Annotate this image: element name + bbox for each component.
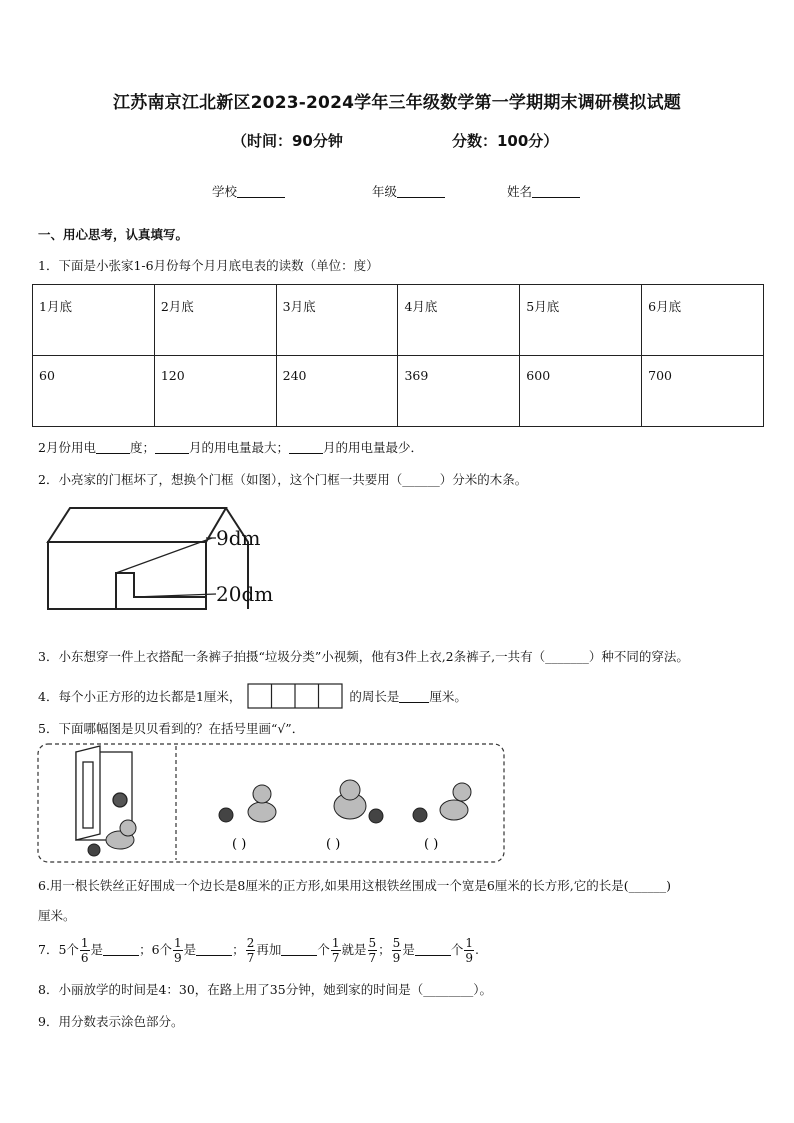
- q4-text-c: 厘米。: [429, 689, 467, 704]
- school-blank[interactable]: [237, 185, 285, 198]
- door-opening: [116, 573, 206, 609]
- fraction: [246, 936, 256, 965]
- denominator: 7: [331, 951, 340, 965]
- q7-part: .: [474, 942, 479, 957]
- option-1-image: [219, 785, 276, 822]
- numerator: 5: [392, 936, 401, 950]
- q6-text-a: 6.用一根长铁丝正好围成一个边长是8厘米的正方形,如果用这根铁丝围成一个宽是6厘米的长方形,它的长是(______): [38, 878, 672, 893]
- fraction: [173, 936, 183, 965]
- q1-follow-b: 度；: [129, 440, 155, 455]
- q3-text: 3．小东想穿一件上衣搭配一条裤子拍摄“垃圾分类”小视频，他有3件上衣,2条裤子,一共有（_______）种不同的穿法。: [38, 649, 689, 664]
- squares-strip: [247, 683, 343, 712]
- denominator: 9: [392, 951, 401, 965]
- fraction: [464, 936, 474, 965]
- q7-part: 就是: [341, 942, 367, 957]
- name-field: [507, 182, 580, 200]
- q7-text: [38, 934, 479, 966]
- name-blank[interactable]: [532, 185, 580, 198]
- answer-blank[interactable]: [196, 943, 232, 956]
- q1-follow-a: 2月份用电: [38, 440, 96, 455]
- grade-field: [372, 182, 445, 200]
- table-cell: 6月底: [642, 285, 764, 356]
- q4-text-b: 的周长是: [349, 689, 400, 704]
- front-wall: [48, 542, 206, 609]
- table-cell: 120: [154, 356, 276, 427]
- q6-text-b: 厘米。: [38, 908, 76, 923]
- table-cell: 5月底: [520, 285, 642, 356]
- q5-figure: [36, 742, 508, 866]
- q7-part: 是: [183, 942, 197, 957]
- label-20dm: 20dm: [216, 582, 274, 606]
- option-2-paren[interactable]: ( ): [326, 837, 341, 852]
- q7-part: 个: [450, 942, 464, 957]
- exam-time: （时间：90分钟: [232, 132, 343, 150]
- denominator: 7: [246, 951, 255, 965]
- answer-blank[interactable]: [415, 943, 451, 956]
- denominator: 7: [368, 951, 377, 965]
- meter-table: [32, 284, 764, 427]
- q7-part: 7．5个: [38, 942, 79, 957]
- table-cell: 369: [398, 356, 520, 427]
- q7-part: 是: [90, 942, 104, 957]
- exam-score: 分数：100分）: [452, 132, 559, 150]
- pointer-top: [116, 538, 212, 573]
- denominator: 6: [80, 951, 89, 965]
- option-2-image: [334, 780, 383, 823]
- table-cell: 600: [520, 356, 642, 427]
- q1-follow-c: 月的用电量最大；: [188, 440, 289, 455]
- q1-follow-d: 月的用电量最少．: [322, 440, 423, 455]
- q7-part: ；6个: [139, 942, 173, 957]
- grade-blank[interactable]: [397, 185, 445, 198]
- denominator: 9: [174, 951, 182, 965]
- q7-part: 个: [317, 942, 330, 957]
- numerator: 1: [465, 936, 473, 950]
- grade-label: 年级: [372, 184, 398, 199]
- table-cell: 2月底: [154, 285, 276, 356]
- numerator: 1: [80, 936, 89, 950]
- answer-blank[interactable]: [399, 690, 429, 703]
- fraction: [392, 936, 402, 965]
- answer-blank[interactable]: [289, 441, 323, 454]
- roof-top-face: [48, 508, 226, 542]
- q7-part: ；: [232, 942, 245, 957]
- name-label: 姓名: [507, 184, 533, 199]
- table-cell: 1月底: [33, 285, 155, 356]
- label-9dm: 9dm: [216, 526, 261, 550]
- answer-blank[interactable]: [96, 441, 130, 454]
- door-frame-figure: [40, 500, 280, 620]
- table-cell: 60: [33, 356, 155, 427]
- q4-text-a: 4．每个小正方形的边长都是1厘米，: [38, 689, 242, 704]
- table-header-row: [33, 285, 764, 356]
- q1-followup: [38, 438, 423, 456]
- answer-blank[interactable]: [155, 441, 189, 454]
- q7-part: 是: [402, 942, 415, 957]
- table-cell: 3月底: [276, 285, 398, 356]
- q7-part: ；: [378, 942, 391, 957]
- numerator: 1: [174, 936, 182, 950]
- answer-blank[interactable]: [103, 943, 139, 956]
- q4-text: [38, 683, 467, 712]
- table-cell: 4月底: [398, 285, 520, 356]
- fraction: [331, 936, 341, 965]
- table-row: [33, 356, 764, 427]
- q5-text: 5．下面哪幅图是贝贝看到的？在括号里画“√”．: [38, 721, 305, 736]
- page-title: 江苏南京江北新区2023-2024学年三年级数学第一学期期末调研模拟试题: [113, 93, 681, 113]
- table-cell: 240: [276, 356, 398, 427]
- numerator: 2: [246, 936, 255, 950]
- q9-text: 9．用分数表示涂色部分。: [38, 1014, 184, 1029]
- q7-part: 再加: [256, 942, 282, 957]
- answer-blank[interactable]: [281, 943, 317, 956]
- denominator: 9: [465, 951, 473, 965]
- q2-text: 2．小亮家的门框坏了，想换个门框（如图），这个门框一共要用（______）分米的木条。: [38, 472, 528, 487]
- option-1-paren[interactable]: ( ): [232, 837, 247, 852]
- numerator: 5: [368, 936, 377, 950]
- q1-text: 1．下面是小张家1-6月份每个月月底电表的读数（单位：度）: [38, 258, 379, 273]
- section-heading: 一、用心思考，认真填写。: [38, 227, 189, 242]
- numerator: 1: [331, 936, 340, 950]
- table-cell: 700: [642, 356, 764, 427]
- option-3-paren[interactable]: ( ): [424, 837, 439, 852]
- four-squares: [247, 683, 343, 709]
- fraction: [368, 936, 378, 965]
- school-label: 学校: [212, 184, 238, 199]
- fraction: [80, 936, 90, 965]
- option-3-image: [413, 783, 471, 822]
- school-field: [212, 182, 285, 200]
- q8-text: 8．小丽放学的时间是4：30，在路上用了35分钟，她到家的时间是（________）。: [38, 982, 492, 997]
